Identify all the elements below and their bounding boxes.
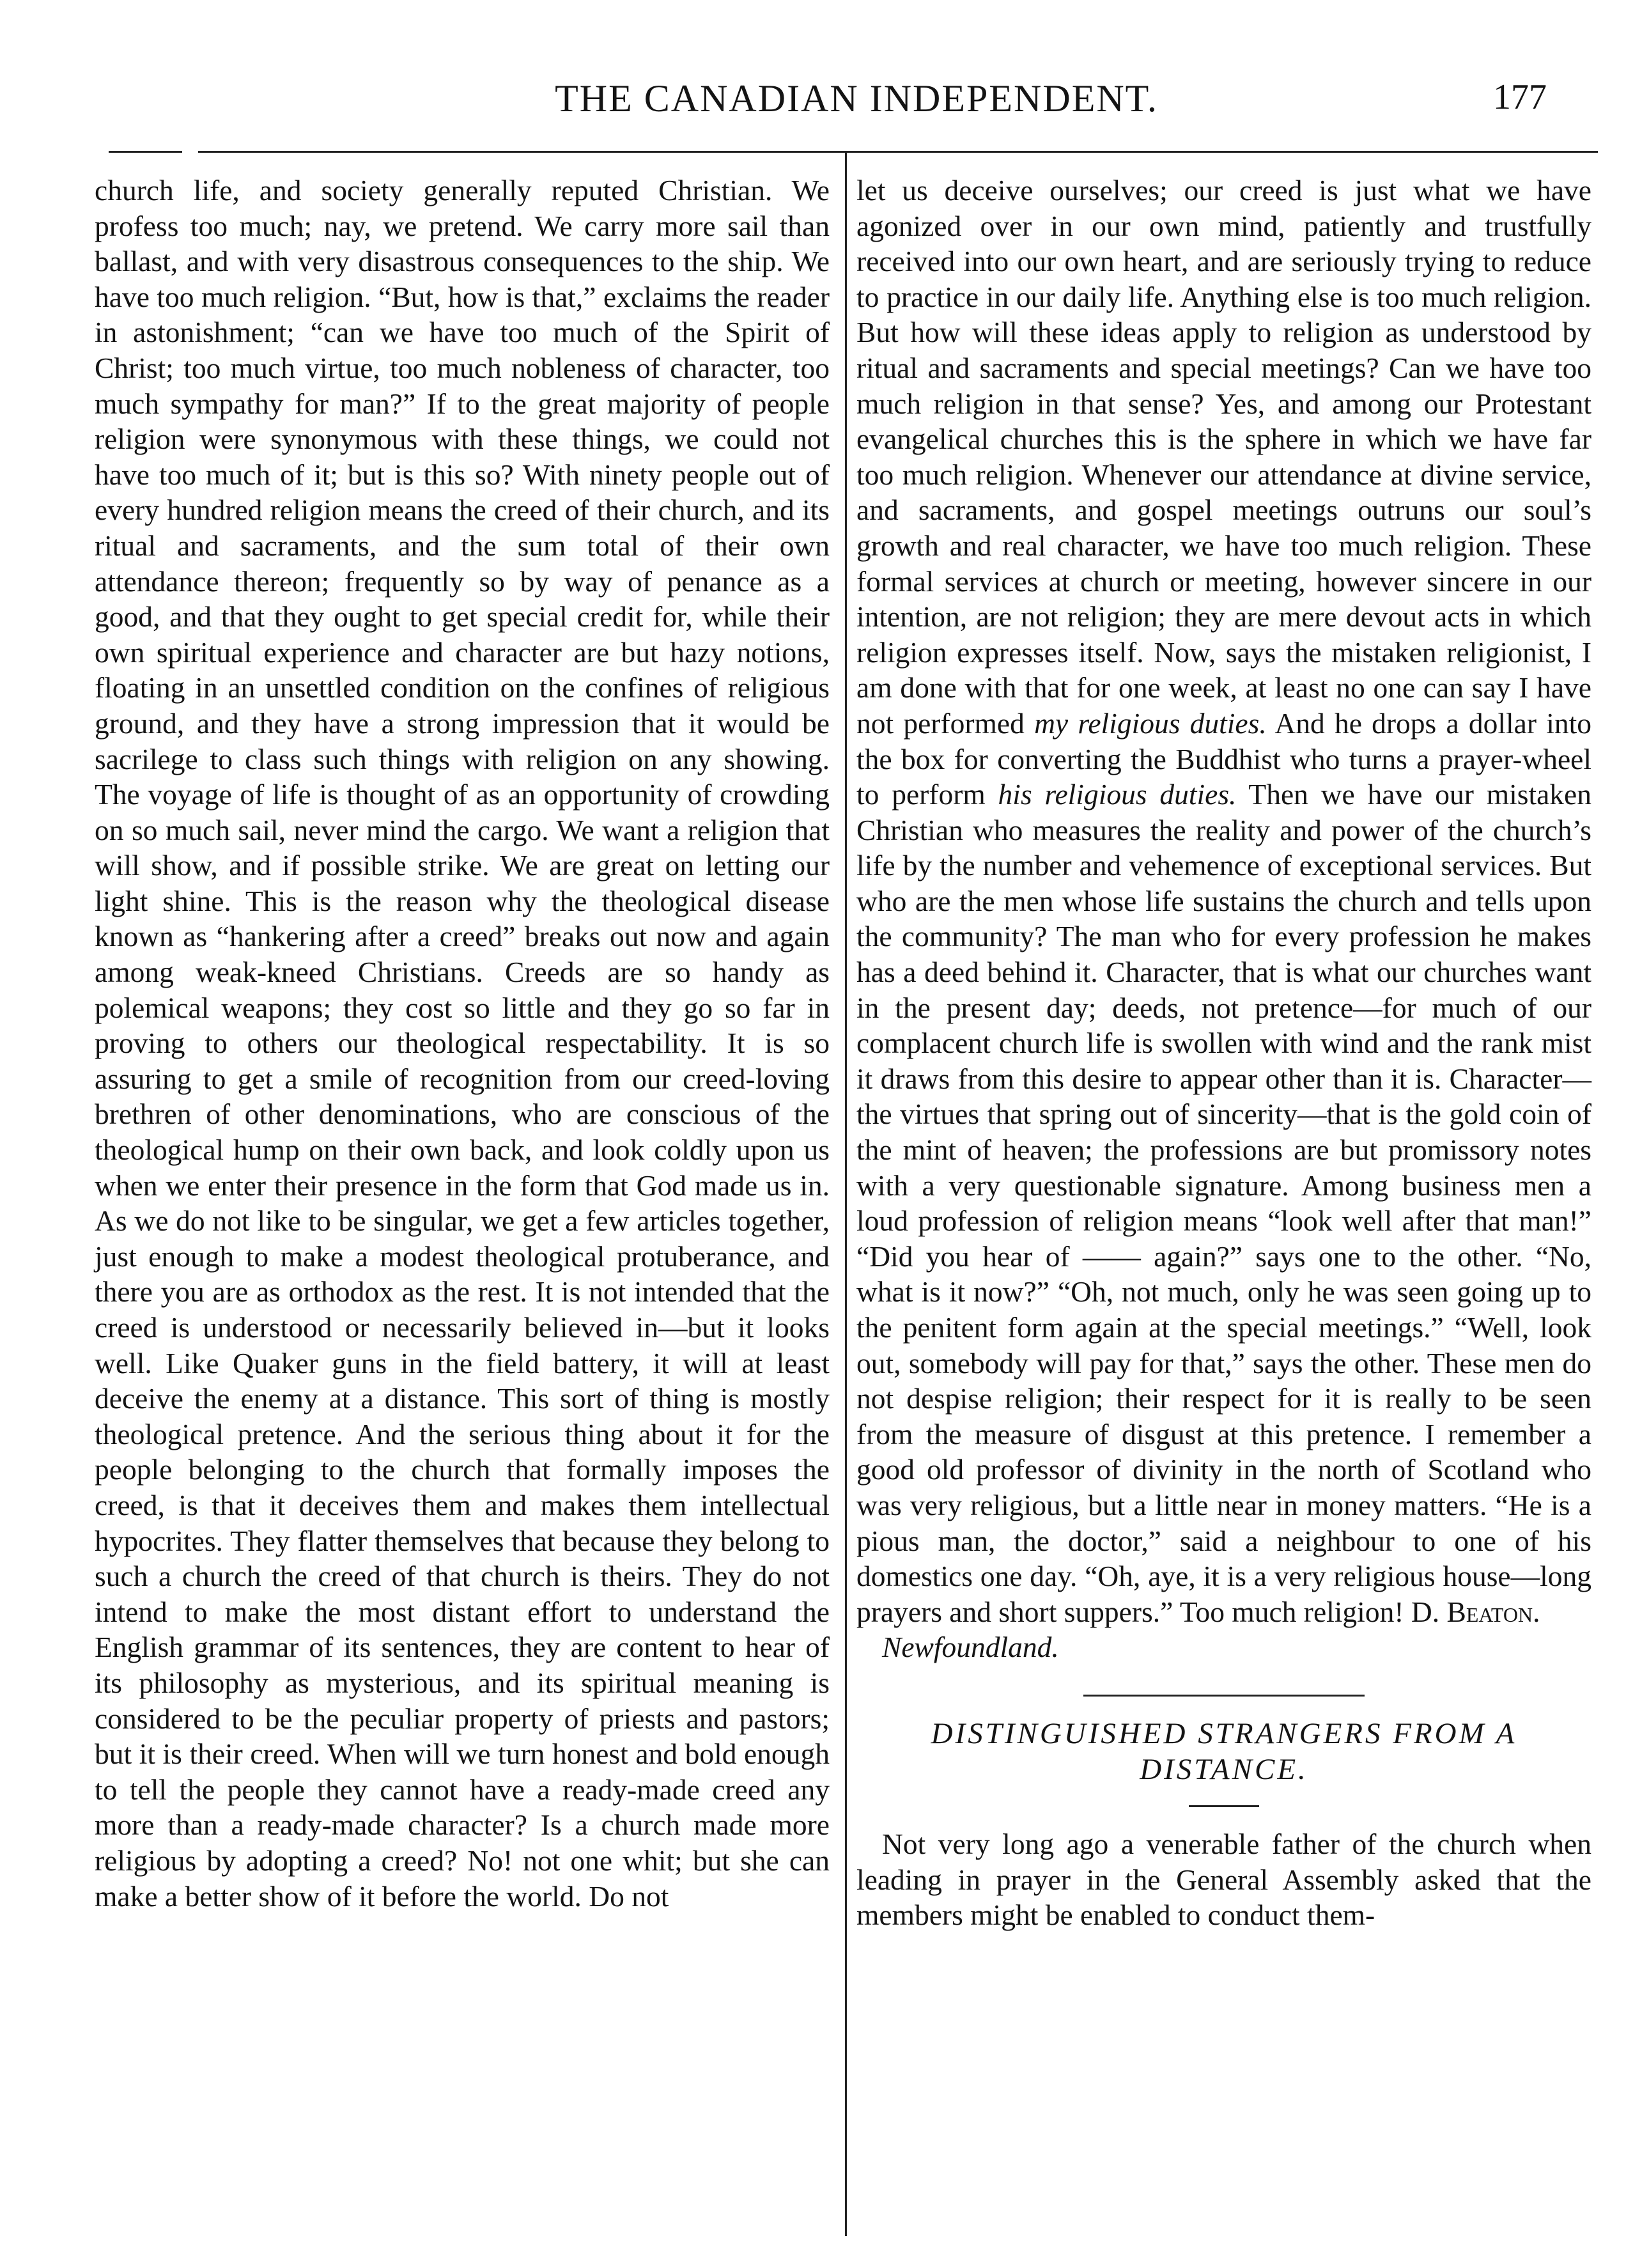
running-head: THE CANADIAN INDEPENDENT.: [555, 77, 1158, 120]
article-text-part-1: let us deceive ourselves; our creed is just what we have agonized over in our own mind, patiently and trustfully received into our own heart, and are seriously trying to reduce to practice in our daily life. Anything else is too much religion. But how will these ideas apply to religion as understood by ritual and sacraments and special meetings? Can we have too much religion in that sense? Yes, and among our Protestant evangelical churches this is the sphere in which we have far too much religion. Whenever our attendance at divine service, and sacraments, and gospel meetings outruns our soul’s growth and real character, we have too much religion. These formal services at church or meeting, however sincere in our intention, are not religion; they are mere devout acts in which religion expresses itself. Now, says the mistaken religionist, I am done with that for one week, at least no one can say I have not performed: [856, 174, 1591, 740]
article-italic-phrase-1: my religious duties.: [1034, 706, 1267, 740]
left-column: [95, 173, 830, 1914]
section-title: DISTINGUISHED STRANGERS FROM A DISTANCE.: [931, 1716, 1517, 1786]
author-signature: D. Beaton.: [1411, 1595, 1540, 1628]
article-italic-phrase-2: his religious duties.: [998, 778, 1237, 811]
author-place: Newfoundland.: [882, 1631, 1059, 1664]
section-separator-rule: [1083, 1695, 1365, 1697]
header-rule-main: [198, 151, 1598, 153]
section-body-text: Not very long ago a venerable father of the church when leading in prayer in the General Assembly asked that the members might be enabled to conduct them-: [856, 1827, 1591, 1932]
right-column: [856, 173, 1591, 1933]
article-text-part-3: Then we have our mistaken Christian who measures the reality and power of the church’s life by the number and vehemence of exceptional services. But who are the men whose life sustains the church and tells upon the community? The man who for every profession he makes has a deed behind it. Character, that is what our churches want in the present day; deeds, not pretence—for much of our complacent church life is swollen with wind and the rank mist it draws from this desire to appear other than it is. Character—the virtues that spring out of sincerity—that is the gold coin of the mint of heaven; the professions are but promissory notes with a very questionable signature. Among business men a loud profession of religion means “look well after that man!” “Did you hear of —— again?” says one to the other. “No, what is it now?” “Oh, not much, only he was seen going up to the penitent form again at the special meetings.” “Well, look out, somebody will pay for that,” says the other. These men do not despise religion; their respect for it is really to be seen from the measure of disgust at this pretence. I remember a good old professor of divinity in the north of Scotland who was very religious, but a little near in money matters. “He is a pious man, the doctor,” said a neighbour to one of his domestics one day. “Oh, aye, it is a very religious house—long prayers and short suppers.” Too much religion!: [856, 778, 1591, 1628]
section-title-rule: [1189, 1805, 1259, 1807]
left-column-text: church life, and society generally reputed Christian. We profess too much; nay, we pretend. We carry more sail than ballast, and with very disastrous consequences to the ship. We have too much religion. “But, how is that,” exclaims the reader in astonishment; “can we have too much of the Spirit of Christ; too much virtue, too much nobleness of character, too much sympathy for man?” If to the great majority of people religion were synonymous with these things, we could not have too much of it; but is this so? With ninety people out of every hundred religion means the creed of their church, and its ritual and sacraments, and the sum total of their own attendance thereon; frequently so by way of penance as a good, and that they ought to get special credit for, while their own spiritual experience and character are but hazy notions, floating in an unsettled condition on the confines of religious ground, and they have a strong impression that it would be sacrilege to class such things with religion on any showing. The voyage of life is thought of as an opportunity of crowding on so much sail, never mind the cargo. We want a religion that will show, and if possible strike. We are great on letting our light shine. This is the reason why the theological disease known as “hankering after a creed” breaks out now and again among weak-kneed Christians. Creeds are so handy as polemical weapons; they cost so little and they go so far in proving to others our theological respectability. It is so assuring to get a smile of recognition from our creed-loving brethren of other denominations, who are conscious of the theological hump on their own back, and look coldly upon us when we enter their presence in the form that God made us in. As we do not like to be singular, we get a few articles together, just enough to make a modest theological protuberance, and there you are as orthodox as the rest. It is not intended that the creed is understood or necessarily believed in—but it looks well. Like Quaker guns in the field battery, it will at least deceive the enemy at a distance. This sort of thing is mostly theological pretence. And the serious thing about it for the people belonging to the church that formally imposes the creed, is that it deceives them and makes them intellectual hypocrites. They flatter themselves that because they belong to such a church the creed of that church is theirs. They do not intend to make the most distant effort to understand the English grammar of its sentences, they are content to hear of its philosophy as mysterious, and its spiritual meaning is considered to be the peculiar property of priests and pastors; but it is their creed. When will we turn honest and bold enough to tell the people they cannot have a ready-made creed any more than a ready-made character? Is a church made more religious by adopting a creed? No! not one whit; but she can make a better show of it before the world. Do not: [95, 174, 830, 1913]
header-rule-left: [109, 151, 182, 153]
page-number: 177: [1493, 77, 1547, 117]
column-divider: [845, 152, 847, 2236]
page-header: [0, 77, 1649, 128]
article-text-part-2: And he drops a dollar into the box for converting the Buddhist who turns a prayer-wheel to perform: [856, 706, 1591, 811]
article-body-continued: [856, 173, 1591, 1629]
